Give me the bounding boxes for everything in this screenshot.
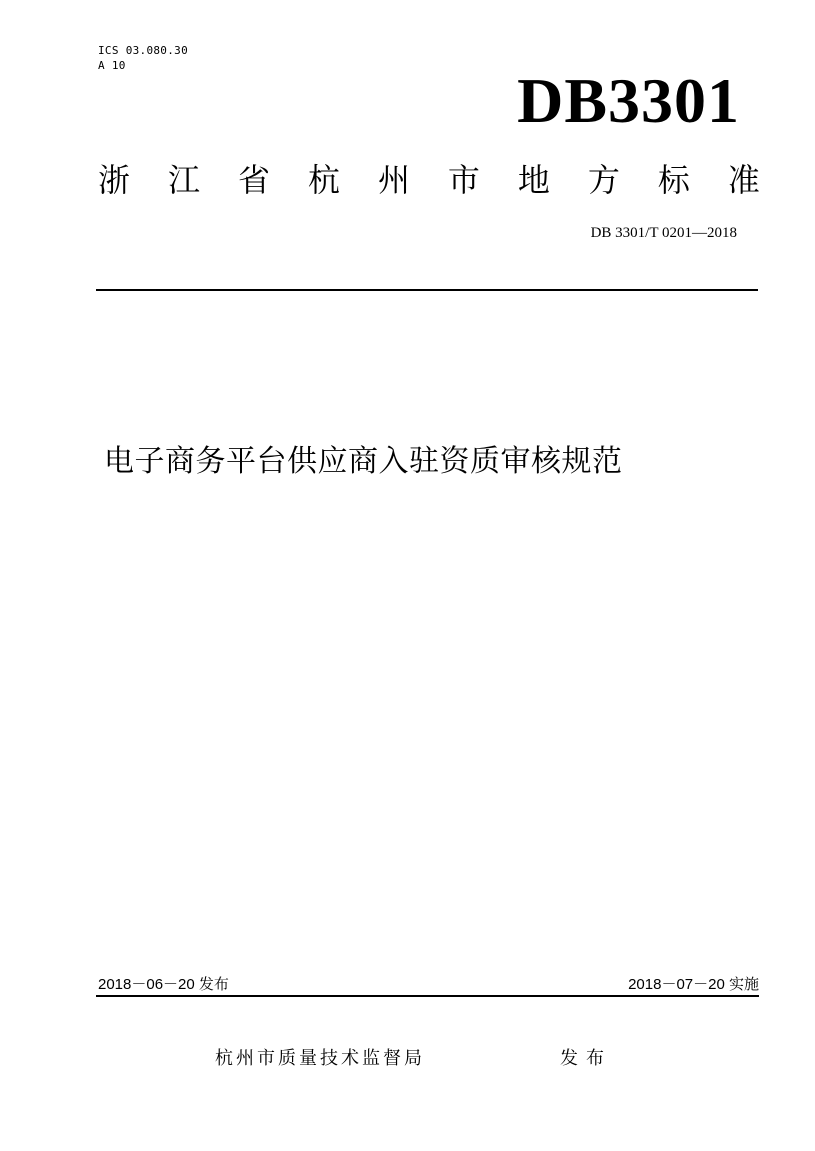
publish-date: 2018－06－20 发布 <box>98 976 229 993</box>
standard-type-heading <box>98 158 760 202</box>
standard-type-char: 江 <box>167 161 200 199</box>
classification-block <box>98 43 188 73</box>
standard-type-char: 标 <box>657 161 690 199</box>
standard-type-char: 州 <box>377 161 410 199</box>
issuing-authority: 杭州市质量技术监督局 <box>215 1048 425 1069</box>
standard-type-char: 杭 <box>307 161 340 199</box>
standard-type-char: 方 <box>587 161 620 199</box>
document-title: 电子商务平台供应商入驻资质审核规范 <box>104 444 623 479</box>
standard-type-char: 准 <box>727 161 760 199</box>
standard-type-char: 省 <box>237 161 270 199</box>
date-row <box>96 975 759 997</box>
ccs-code: A 10 <box>98 59 126 72</box>
standard-number: DB 3301/T 0201—2018 <box>590 225 737 241</box>
header-divider <box>96 289 758 291</box>
implement-date: 2018－07－20 实施 <box>628 976 759 993</box>
footer-divider <box>96 995 759 997</box>
issue-label: 发布 <box>560 1048 612 1069</box>
standard-type-char: 市 <box>447 161 480 199</box>
db-code-logo: DB3301 <box>517 65 740 136</box>
ics-code: ICS 03.080.30 <box>98 44 188 57</box>
standard-type-char: 浙 <box>98 161 131 199</box>
standard-type-char: 地 <box>517 161 550 199</box>
